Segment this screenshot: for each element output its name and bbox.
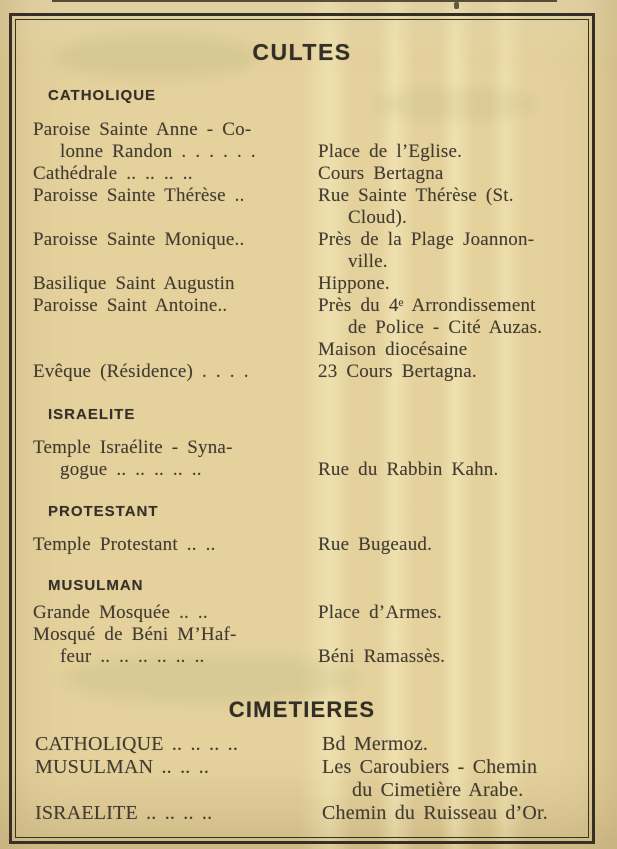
entry-row	[33, 624, 579, 668]
entry-address-line: Rue Bugeaud.	[318, 534, 433, 555]
entry-name-line: gogue .. .. .. .. ..	[60, 459, 202, 480]
entry-name-line: Mosqué de Béni M’Haf-	[33, 624, 237, 645]
entry-name-line: MUSULMAN .. .. ..	[35, 756, 210, 778]
entry-name	[33, 163, 318, 185]
entry-name-line: lonne Randon . . . . . .	[60, 141, 256, 162]
cimetieres-title: CIMETIERES	[228, 697, 376, 722]
entry-name-line: Paroisse Saint Antoine..	[33, 295, 228, 316]
protestant-entries	[33, 534, 579, 556]
entry-address-line: Rue Sainte Thérèse (St.	[318, 185, 514, 206]
entry-row	[33, 163, 579, 185]
entry-address-line: Place de l’Eglise.	[318, 141, 463, 162]
entry-address	[322, 733, 582, 756]
entry-name	[33, 534, 318, 556]
cultes-title: CULTES	[252, 39, 352, 65]
entry-address	[322, 756, 582, 802]
entry-address	[318, 273, 579, 295]
entry-address-line: Cloud).	[348, 207, 407, 228]
entry-name	[33, 273, 318, 295]
entry-address-line: Près de la Plage Joannon-	[318, 229, 535, 250]
entry-row	[33, 602, 579, 624]
entry-name-line: CATHOLIQUE .. .. .. ..	[35, 733, 239, 755]
entry-address	[318, 602, 579, 624]
entry-row	[33, 295, 579, 361]
heading-musulman: MUSULMAN	[48, 577, 144, 594]
entry-address	[322, 802, 582, 825]
entry-address-line: Rue du Rabbin Kahn.	[318, 459, 499, 480]
entry-address-line: Béni Ramassès.	[318, 646, 446, 667]
entry-name	[35, 802, 322, 825]
entry-address	[318, 361, 579, 383]
entry-row	[33, 437, 579, 481]
entry-address-line: 23 Cours Bertagna.	[318, 361, 477, 382]
entry-row	[35, 756, 582, 802]
entry-name	[35, 756, 322, 779]
entry-name	[35, 733, 322, 756]
scan-edge-artifact	[52, 0, 557, 2]
entry-address	[318, 185, 579, 229]
catholique-entries	[33, 119, 579, 383]
entry-address-line: de Police - Cité Auzas.	[348, 317, 543, 338]
entry-row	[33, 361, 579, 383]
entry-address-line: Bd Mermoz.	[322, 733, 429, 755]
entry-name-line: feur .. .. .. .. .. ..	[60, 646, 205, 667]
entry-name	[33, 602, 318, 624]
ink-speck	[454, 2, 459, 9]
entry-address	[318, 646, 579, 668]
entry-name	[33, 624, 318, 668]
entry-address-line: du Cimetière Arabe.	[352, 779, 524, 801]
heading-protestant: PROTESTANT	[48, 503, 159, 520]
heading-israelite: ISRAELITE	[48, 406, 136, 423]
entry-row	[33, 119, 579, 163]
entry-row	[33, 185, 579, 229]
entry-name-line: Cathédrale .. .. .. ..	[33, 163, 193, 184]
entry-row	[35, 802, 582, 825]
entry-name	[33, 229, 318, 251]
entry-name-line: Basilique Saint Augustin	[33, 273, 235, 294]
entry-address	[318, 295, 579, 361]
entry-name	[33, 361, 318, 383]
entry-name-line: Grande Mosquée .. ..	[33, 602, 208, 623]
entry-address	[318, 229, 579, 273]
entry-address-line: Maison diocésaine	[318, 339, 468, 360]
entry-address-line: Hippone.	[318, 273, 390, 294]
entry-name-line: ISRAELITE .. .. .. ..	[35, 802, 213, 824]
entry-name-line: Temple Protestant .. ..	[33, 534, 216, 555]
entry-address-line: Chemin du Ruisseau d’Or.	[322, 802, 549, 824]
entry-address-line: ville.	[348, 251, 388, 272]
entry-name-line: Evêque (Résidence) . . . .	[33, 361, 249, 382]
entry-row	[33, 534, 579, 556]
cimetieres-entries	[35, 733, 582, 825]
entry-name	[33, 119, 318, 163]
entry-name-line: Temple Israélite - Syna-	[33, 437, 233, 458]
heading-catholique: CATHOLIQUE	[48, 87, 157, 104]
entry-address-line: Près du 4ᵉ Arrondissement	[318, 295, 536, 316]
entry-address	[318, 163, 579, 185]
entry-address	[318, 141, 579, 163]
israelite-entries	[33, 437, 579, 481]
entry-address-line: Cours Bertagna	[318, 163, 444, 184]
entry-row	[35, 733, 582, 756]
musulman-entries	[33, 602, 579, 668]
entry-address-line: Place d’Armes.	[318, 602, 442, 623]
entry-row	[33, 273, 579, 295]
entry-name-line: Paroisse Sainte Thérèse ..	[33, 185, 245, 206]
entry-name	[33, 295, 318, 317]
entry-name-line: Paroisse Sainte Monique..	[33, 229, 245, 250]
entry-address-line: Les Caroubiers - Chemin	[322, 756, 538, 778]
entry-name-line: Paroise Sainte Anne - Co-	[33, 119, 252, 140]
entry-row	[33, 229, 579, 273]
entry-address	[318, 459, 579, 481]
entry-address	[318, 534, 579, 556]
entry-name	[33, 185, 318, 207]
entry-name	[33, 437, 318, 481]
